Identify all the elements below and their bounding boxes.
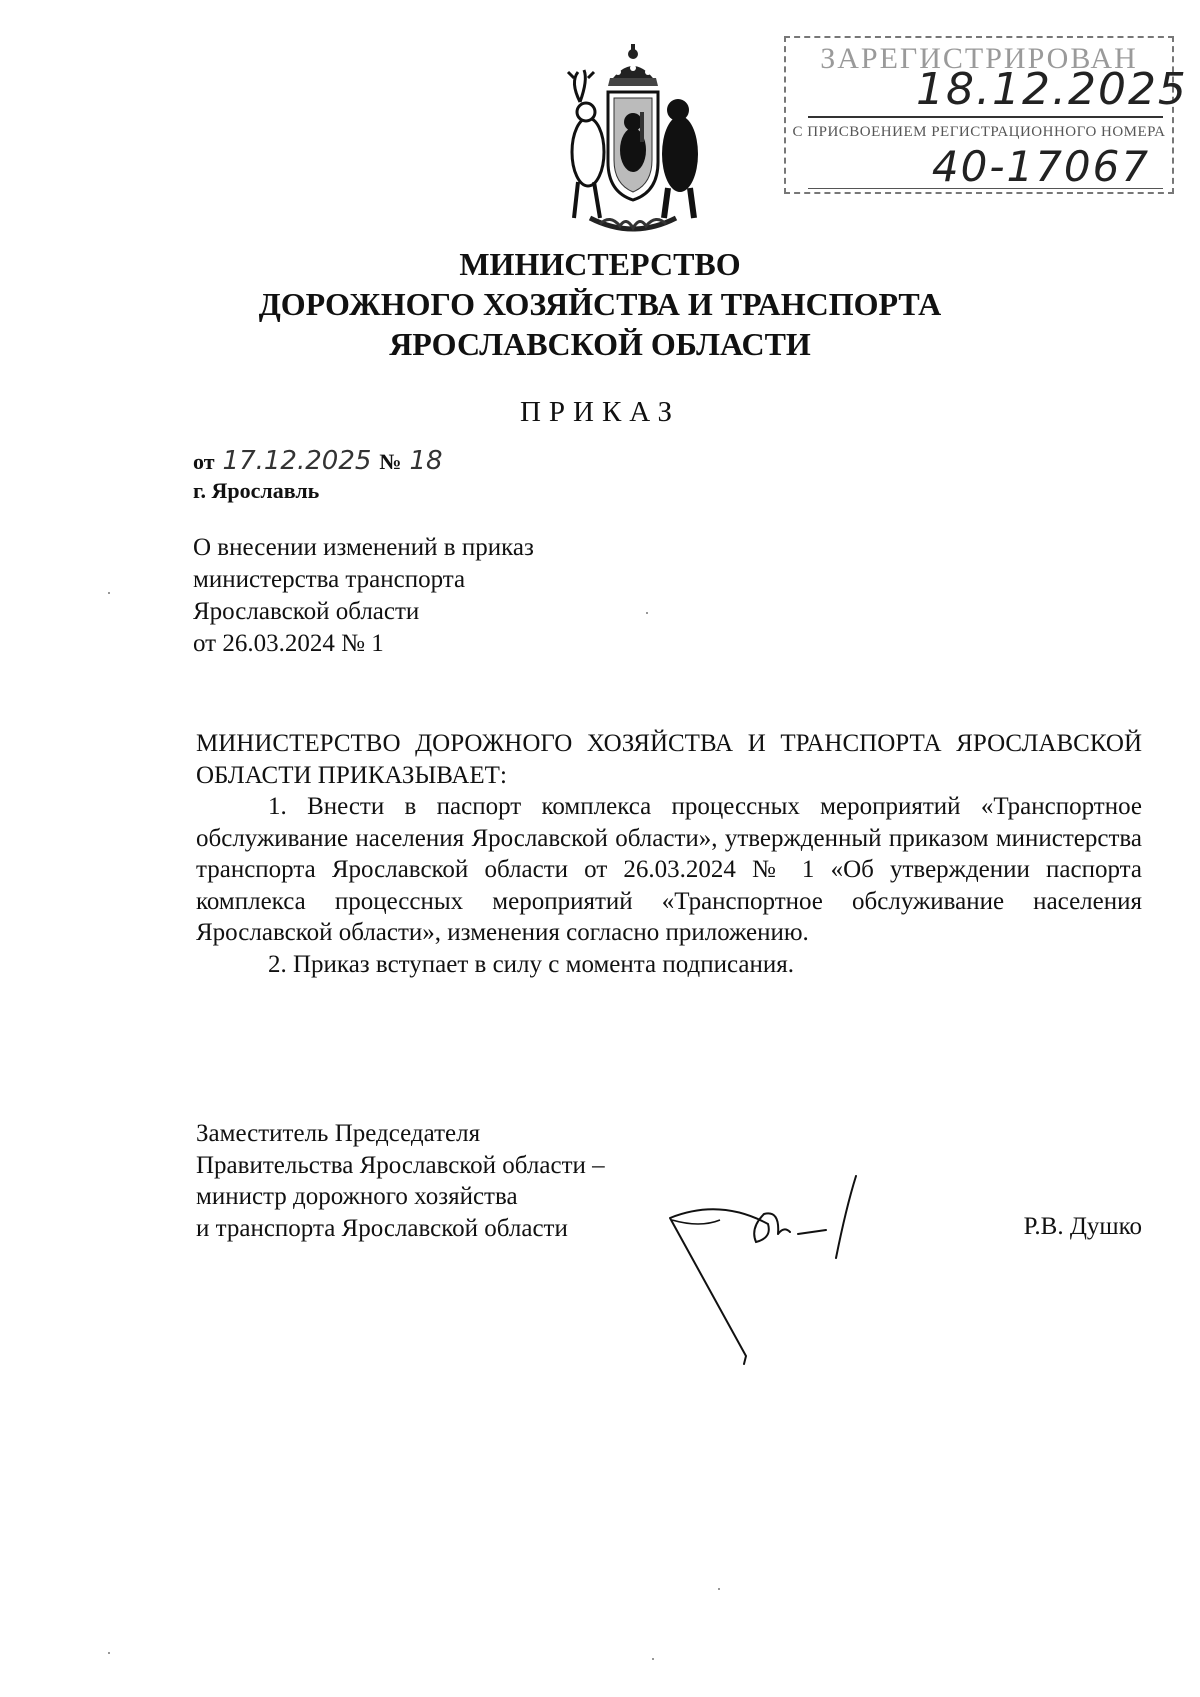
- body-item-2: 2. Приказ вступает в силу с момента подписания.: [268, 950, 794, 978]
- signer-name: Р.В. Душко: [1023, 1213, 1142, 1240]
- registration-stamp: [784, 36, 1188, 194]
- stamp-header: ЗАРЕГИСТРИРОВАН: [820, 42, 1138, 75]
- subject-line-1: О внесении изменений в приказ: [193, 534, 534, 561]
- signer-position: [196, 1118, 605, 1244]
- subject-line-4: от 26.03.2024 № 1: [193, 630, 384, 657]
- subject-line-2: министерства транспорта: [193, 566, 466, 593]
- order-date-row: [193, 446, 451, 476]
- order-subject: [193, 532, 534, 660]
- position-line-1: Заместитель Председателя: [196, 1120, 481, 1147]
- ministry-line-3: ЯРОСЛАВСКОЙ ОБЛАСТИ: [389, 326, 811, 362]
- scan-speck: [108, 1652, 110, 1654]
- ministry-heading: [150, 244, 1050, 364]
- scan-speck: [652, 1658, 654, 1660]
- stamp-subtitle: С ПРИСВОЕНИЕМ РЕГИСТРАЦИОННОГО НОМЕРА: [792, 124, 1166, 140]
- stamp-divider-bottom: [808, 188, 1163, 189]
- subject-line-3: Ярославской области: [193, 598, 420, 625]
- ministry-line-1: МИНИСТЕРСТВО: [459, 246, 741, 282]
- body-item-1: 1. Внести в паспорт комплекса процессных мероприятий «Транспортное обслуживание населения Ярославской области», утвержденный приказом министерства транспорта Ярославской области от 26.03.2024 № 1 «Об утверждении паспорта комплекса процессных мероприятий «Транспортное обслуживание населения Ярославской области», изменения согласно приложению.: [196, 793, 1142, 946]
- handwritten-signature: [660, 1168, 960, 1368]
- position-line-2: Правительства Ярославской области –: [196, 1151, 605, 1179]
- from-label: от: [193, 449, 215, 474]
- stamp-number: 40-17067: [931, 142, 1151, 191]
- scan-speck: [646, 612, 648, 614]
- order-date: 17.12.2025: [222, 446, 372, 476]
- stamp-divider: [808, 116, 1163, 118]
- document-type: ПРИКАЗ: [519, 396, 681, 428]
- order-body: [196, 728, 1142, 980]
- body-preamble: МИНИСТЕРСТВО ДОРОЖНОГО ХОЗЯЙСТВА И ТРАНСПОРТА ЯРОСЛАВСКОЙ ОБЛАСТИ ПРИКАЗЫВАЕТ:: [196, 730, 1142, 789]
- number-label: №: [379, 449, 402, 474]
- ministry-line-2: ДОРОЖНОГО ХОЗЯЙСТВА И ТРАНСПОРТА: [258, 286, 942, 322]
- order-number: 18: [409, 446, 443, 476]
- coat-of-arms-emblem: [560, 42, 706, 238]
- scan-speck: [108, 592, 110, 594]
- stamp-date: 18.12.2025: [916, 64, 1188, 115]
- position-line-3: министр дорожного хозяйства: [196, 1183, 518, 1210]
- scan-speck: [718, 1588, 720, 1590]
- city: г. Ярославль: [193, 478, 320, 503]
- position-line-4: и транспорта Ярославской области: [196, 1214, 568, 1242]
